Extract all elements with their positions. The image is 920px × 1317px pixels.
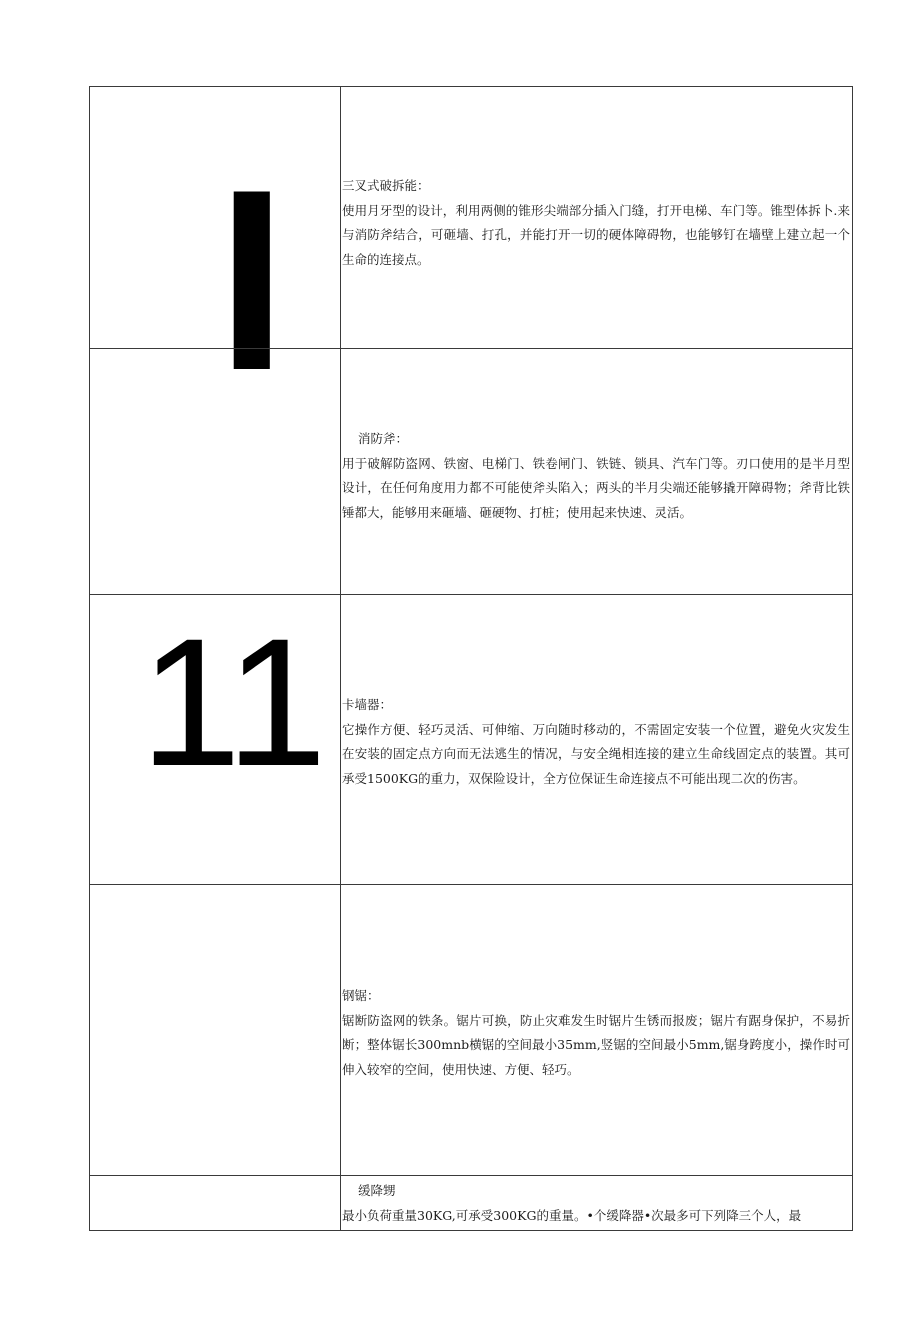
marker-cell (90, 87, 341, 424)
item-description: 用于破解防盗网、铁窗、电梯门、铁卷闸门、铁链、锁具、汽车门等。刃口使用的是半月型设计，在任何角度用力都不可能使斧头陷入；两头的半月尖端还能够撬开障碍物；斧背比铁锤都大，能够用来砸墙、砸硬物、打桩；使用起来快速、灵活。 (342, 455, 850, 520)
description-cell (341, 1176, 852, 1230)
item-title: 消防斧： (358, 431, 409, 446)
row-marker: 11 (140, 600, 325, 804)
item-description: 使用月牙型的设计，利用两侧的锥形尖端部分插入门缝，打开电梯、车门等。锥型体拆卜.来与消防斧结合，可砸墙、打孔，并能打开一切的硬体障碍物，也能够钉在墙壁上建立起一个生命的连接点。 (342, 202, 850, 267)
marker-cell (90, 349, 341, 594)
table-row (90, 87, 852, 424)
item-title: 三叉式破拆能： (342, 178, 430, 193)
item-description: 最小负荷重量30KG,可承受300KG的重量。•个缓降器•次最多可下列降三个人，最 (342, 1207, 802, 1223)
table-row (90, 1175, 852, 1230)
item-description: 锯断防盗网的铁条。锯片可换，防止灾难发生时锯片生锈而报废；锯片有踞身保护，不易折断；整体锯长300mnb横锯的空间最小35mm,竖锯的空间最小5mm,锯身跨度小，操作时可伸入较窄的空间，使用快速、方便、轻巧。 (342, 1012, 850, 1077)
item-description: 它操作方便、轻巧灵活、可伸缩、万向随时移动的，不需固定安装一个位置，避免火灾发生在安装的固定点方向而无法逃生的情况，与安全绳相连接的建立生命线固定点的装置。其可承受1500KG的重力，双保险设计，全方位保证生命连接点不可能出现二次的伤害。 (342, 721, 850, 786)
description-cell (341, 87, 852, 348)
marker-cell (90, 595, 341, 884)
item-title: 卡墙器： (342, 697, 393, 712)
description (342, 693, 850, 791)
table-row (90, 348, 852, 594)
description (342, 174, 850, 272)
description (342, 427, 850, 525)
marker-cell (90, 1176, 341, 1230)
equipment-table (89, 86, 853, 1231)
marker-cell (90, 885, 341, 1175)
row-marker: I (198, 135, 306, 424)
item-title: 缓降甥 (358, 1183, 396, 1198)
table-row (90, 884, 852, 1175)
table-row (90, 594, 852, 884)
item-title: 钢锯： (342, 988, 380, 1003)
description (342, 1179, 850, 1228)
description-cell (341, 349, 852, 594)
description-cell (341, 885, 852, 1175)
description-cell (341, 595, 852, 884)
description (342, 984, 850, 1082)
